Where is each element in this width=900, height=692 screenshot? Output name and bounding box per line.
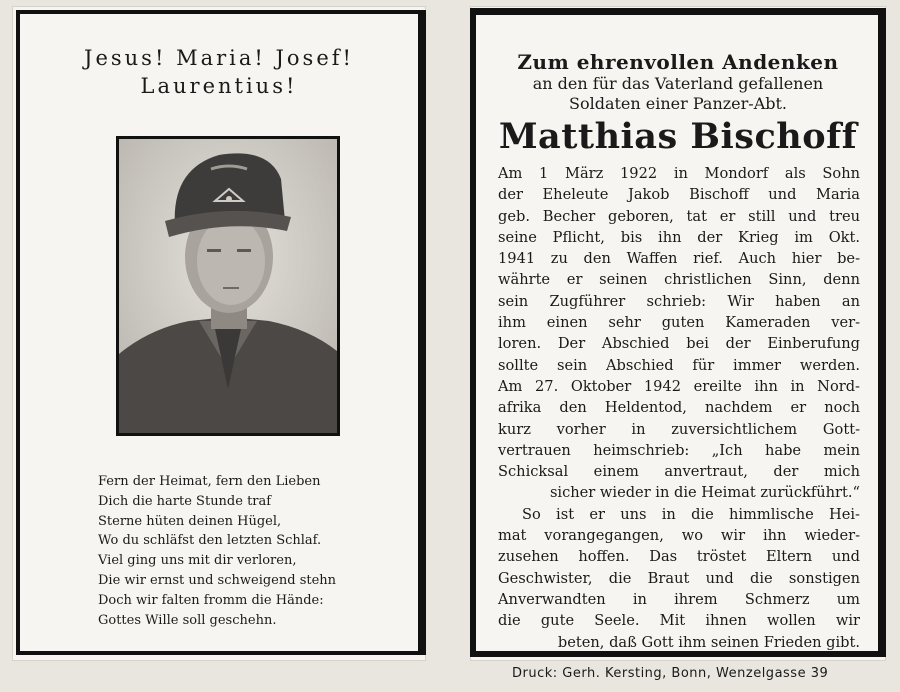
poem-line: Sterne hüten deinen Hügel, [98, 513, 282, 529]
closing-line: Geschwister, die Braut und die sonstigen [498, 569, 860, 587]
right-card [470, 6, 886, 661]
poem-line: Viel ging uns mit dir verloren, [98, 553, 297, 569]
closing-line: mat vorangegangen, wo wir ihn wieder- [498, 527, 860, 545]
subheading-line2: Soldaten einer Panzer-Abt. [568, 94, 788, 113]
closing-line: beten, daß Gott ihm seinen Frieden gibt. [557, 633, 860, 651]
biography-line: vertrauen heimschrieb: „Ich habe mein [498, 441, 860, 459]
printer-imprint: Druck: Gerh. Kersting, Bonn, Wenzelgasse 39 [512, 666, 829, 681]
prayer-header-line2: Laurentius! [140, 74, 298, 98]
poem-line: Fern der Heimat, fern den Lieben [98, 474, 321, 489]
biography-line: Am 1 März 1922 in Mondorf als Sohn [498, 165, 860, 182]
soldier-portrait-image [119, 139, 337, 433]
poem-line: Die wir ernst und schweigend stehn [98, 572, 337, 588]
poem-line: Doch wir falten fromm die Hände: [98, 592, 324, 608]
border-left [16, 10, 20, 655]
biography-line: Am 27. Oktober 1942 ereilte ihn in Nord- [498, 377, 860, 395]
memorial-heading: Zum ehrenvollen Andenken [517, 50, 839, 74]
biography-line: währte er seinen christlichen Sinn, denn [498, 271, 860, 289]
border-top [16, 10, 422, 14]
subheading-line1: an den für das Vaterland gefallenen [532, 74, 824, 93]
biography-line: Schicksal einem anvertraut, der mich [498, 463, 860, 481]
poem-line: Wo du schläfst den letzten Schlaf. [98, 533, 322, 549]
portrait-photo [119, 139, 337, 433]
closing-line: Anverwandten in ihrem Schmerz um [498, 590, 860, 608]
biography-line: ihm einen sehr guten Kameraden ver- [498, 314, 860, 332]
biography-line: sein Zugführer schrieb: Wir haben an [498, 292, 860, 310]
biography-line: afrika den Heldentod, nachdem er noch [498, 399, 860, 417]
closing-line: zusehen hoffen. Das tröstet Eltern und [498, 548, 860, 566]
memorial-subheading [470, 74, 886, 114]
biography-line: kurz vorher in zuversichtlichem Gott- [498, 420, 860, 438]
poem-line: Gottes Wille soll geschehn. [98, 612, 277, 628]
closing-line: die gute Seele. Mit ihnen wollen wir [498, 612, 860, 630]
prayer-header [12, 44, 426, 100]
left-card [12, 6, 426, 661]
poem [98, 472, 398, 630]
border-bottom [16, 651, 422, 655]
biography-line: der Eheleute Jakob Bischoff und Maria [498, 186, 860, 204]
biography-line: loren. Der Abschied bei der Einberufung [498, 335, 860, 353]
poem-line: Dich die harte Stunde traf [98, 493, 272, 509]
border-right [418, 10, 426, 655]
biography-line: sicher wieder in die Heimat zurückführt.“ [549, 484, 860, 502]
deceased-name: Matthias Bischoff [498, 116, 858, 157]
portrait-frame [116, 136, 340, 436]
biography-line: sollte sein Abschied für immer werden. [498, 356, 860, 374]
biography-line: geb. Becher geboren, tat er still und treu [498, 207, 860, 225]
biography-text [498, 163, 860, 653]
closing-line: So ist er uns in die himmlische Hei- [522, 505, 860, 523]
border-top [470, 8, 886, 15]
biography-line: 1941 zu den Waffen rief. Auch hier be- [498, 250, 860, 268]
prayer-header-line1: Jesus! Maria! Josef! [84, 46, 354, 70]
biography-line: seine Pflicht, bis ihn der Krieg im Okt. [498, 228, 860, 246]
